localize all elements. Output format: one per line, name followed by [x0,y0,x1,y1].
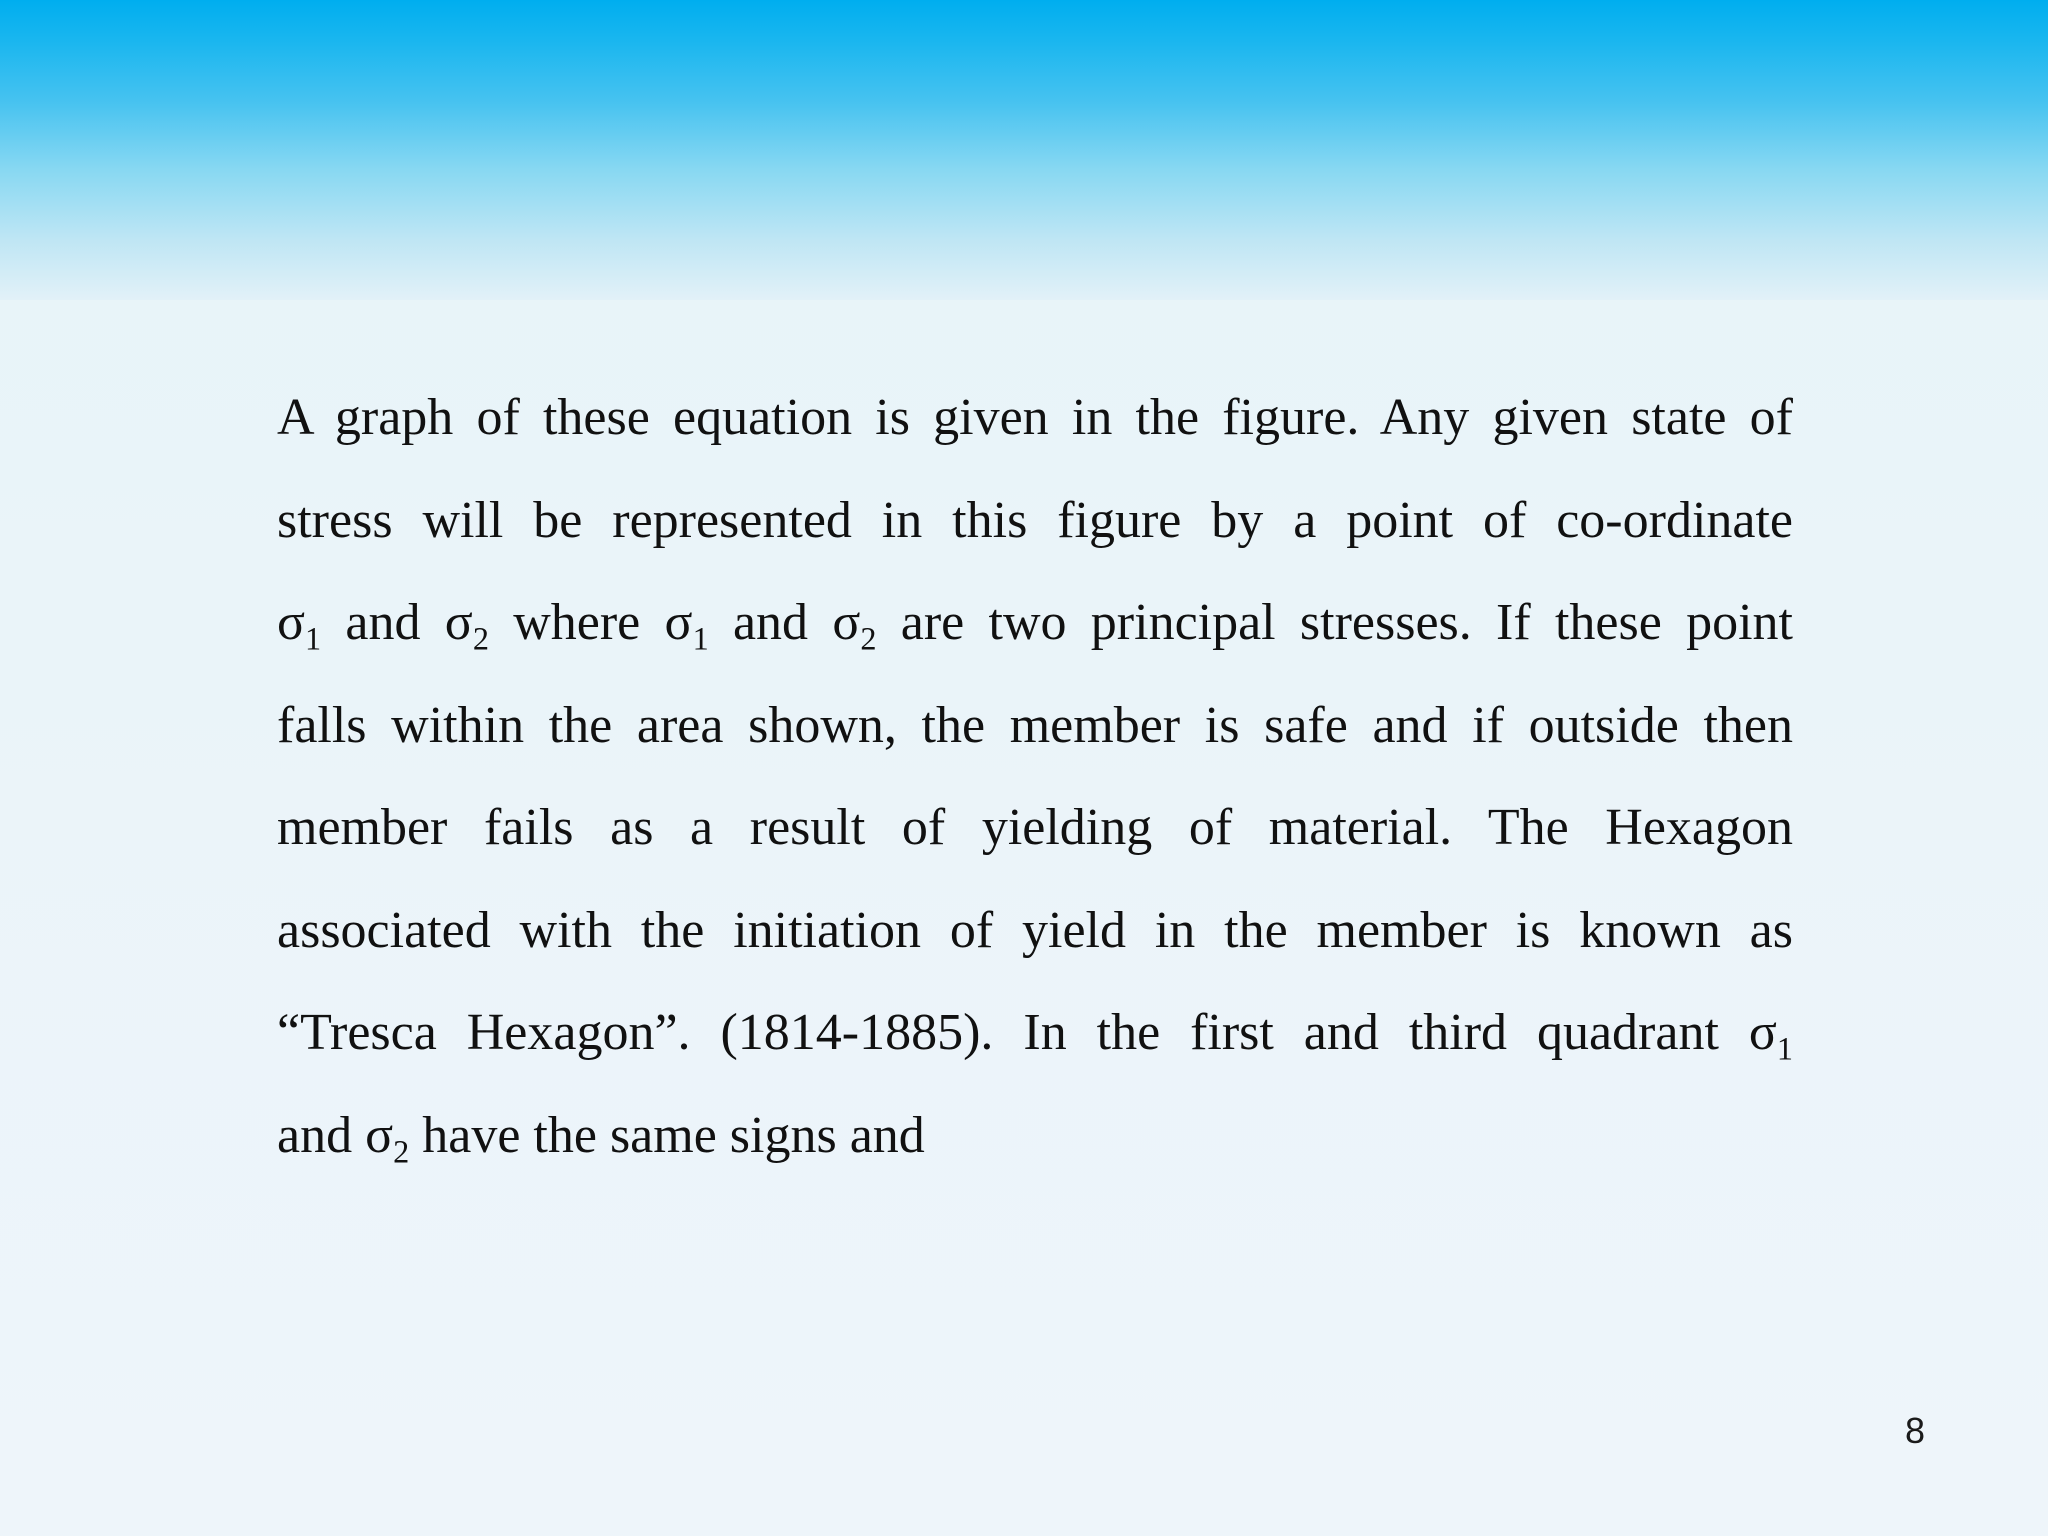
text-line-2: stress will be represented in this figure by a point of co-ordinate [277,491,1793,549]
subscript-2: 2 [860,620,877,657]
text-line-4: falls within the area shown, the member is safe and if outside then [277,696,1793,754]
sigma-symbol: σ [277,594,306,651]
subscript-2: 2 [472,620,489,657]
text-line-3: $\sigma_1$ and $\sigma_2$ where $\sigma_1$ and $\sigma_2$ are two principal stresses. If these point [277,594,1793,657]
text-line-6: associated with the initiation of yield in the member is known as [277,901,1793,959]
text-line-7: “Tresca Hexagon”. (1814-1885). In the first and third quadrant $\sigma_1$ [277,1004,1793,1067]
page-number: 8 [1904,1410,1925,1451]
slide-body-text [277,367,1793,1187]
text-line-5: member fails as a result of yielding of material. The Hexagon [277,799,1793,856]
text-line-1: A graph of these equation is given in the figure. Any given state of [277,389,1793,446]
sigma-symbol: σ [1748,1004,1777,1061]
sigma-symbol: σ [664,594,693,651]
header-gradient-band [0,0,2048,300]
sigma-symbol: σ [832,594,861,651]
subscript-1: 1 [692,620,709,657]
text-line-8: and $\sigma_2$ have the same signs and [277,1106,925,1169]
subscript-1: 1 [1776,1030,1793,1067]
subscript-2: 2 [393,1132,410,1169]
sigma-symbol: σ [365,1106,394,1164]
sigma-symbol: σ [444,594,473,651]
subscript-1: 1 [305,620,322,657]
